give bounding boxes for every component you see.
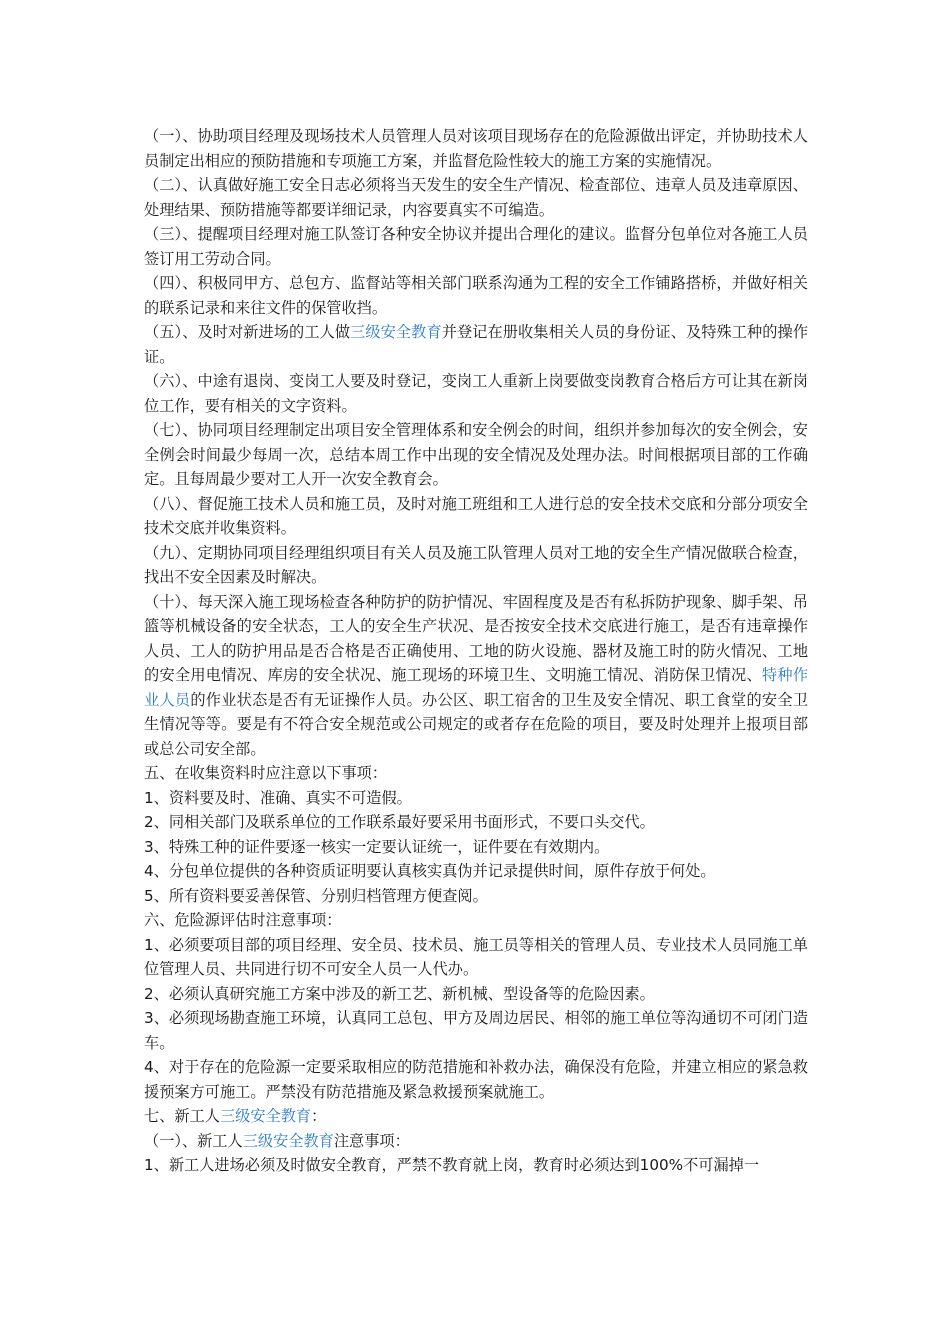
document-body xyxy=(144,124,808,1178)
paragraph xyxy=(144,786,808,811)
paragraph xyxy=(144,271,808,320)
paragraph xyxy=(144,541,808,590)
paragraph xyxy=(144,369,808,418)
paragraph xyxy=(144,908,808,933)
paragraph-text: ： xyxy=(311,1107,327,1125)
paragraph-text: 1、必须要项目部的项目经理、安全员、技术员、施工员等相关的管理人员、专业技术人员同施工单位管理人员、共同进行切不可安全人员一人代办。 xyxy=(144,935,808,978)
paragraph xyxy=(144,1153,808,1178)
paragraph xyxy=(144,1006,808,1055)
paragraph-text: 2、必须认真研究施工方案中涉及的新工艺、新机械、型设备等的危险因素。 xyxy=(144,984,655,1003)
paragraph-text: 七、新工人 xyxy=(144,1107,220,1125)
paragraph-text: （五）、及时对新进场的工人做 xyxy=(144,323,351,341)
paragraph-text: 并登记在册收集相关人员的身份证、及特殊工种的操作证。 xyxy=(144,323,809,366)
paragraph-text: 五、在收集资料时应注意以下事项： xyxy=(144,764,387,782)
paragraph xyxy=(144,418,808,492)
paragraph-text: （八）、督促施工技术人员和施工员，及时对施工班组和工人进行总的安全技术交底和分部分项安全技术交底并收集资料。 xyxy=(144,494,808,537)
paragraph-text: （二）、认真做好施工安全日志必须将当天发生的安全生产情况、检查部位、违章人员及违章原因、处理结果、预防措施等都要详细记录，内容要真实不可编造。 xyxy=(144,176,808,219)
paragraph-text: 1、资料要及时、准确、真实不可造假。 xyxy=(144,788,412,807)
paragraph xyxy=(144,835,808,860)
hyperlink[interactable]: 特种作业人员 xyxy=(144,666,809,709)
paragraph xyxy=(144,933,808,982)
paragraph-text: 3、必须现场勘查施工环境，认真同工总包、甲方及周边居民、相邻的施工单位等沟通切不可闭门造车。 xyxy=(144,1009,808,1052)
paragraph-text: 的作业状态是否有无证操作人员。办公区、职工宿舍的卫生及安全情况、职工食堂的安全卫生情况等等。要是有不符合安全规范或公司规定的或者存在危险的项目，要及时处理并上报项目部或总公司安全部。 xyxy=(144,690,808,758)
paragraph xyxy=(144,1055,808,1104)
paragraph-text: （三）、提醒项目经理对施工队签订各种安全协议并提出合理化的建议。监督分包单位对各施工人员签订用工劳动合同。 xyxy=(144,225,808,268)
paragraph xyxy=(144,810,808,835)
hyperlink[interactable]: 三级安全教育 xyxy=(242,1131,334,1150)
paragraph-text: （九）、定期协同项目经理组织项目有关人员及施工队管理人员对工地的安全生产情况做联合检查，找出不安全因素及时解决。 xyxy=(144,543,808,586)
paragraph-text: 4、对于存在的危险源一定要采取相应的防范措施和补救办法，确保没有危险，并建立相应的紧急救援预案方可施工。严禁没有防范措施及紧急救援预案就施工。 xyxy=(144,1058,808,1101)
paragraph-text: 注意事项： xyxy=(333,1131,410,1150)
paragraph xyxy=(144,982,808,1007)
paragraph xyxy=(144,1104,808,1129)
paragraph xyxy=(144,492,808,541)
paragraph-text: 六、危险源评估时注意事项： xyxy=(144,911,342,929)
paragraph-text: 2、同相关部门及联系单位的工作联系最好要采用书面形式，不要口头交代。 xyxy=(144,813,655,831)
paragraph xyxy=(144,859,808,884)
paragraph-text: （一）、新工人 xyxy=(144,1131,243,1150)
paragraph xyxy=(144,590,808,762)
hyperlink[interactable]: 三级安全教育 xyxy=(219,1107,312,1125)
paragraph-text: 1、新工人进场必须及时做安全教育，严禁不教育就上岗，教育时必须达到100%不可漏掉一 xyxy=(144,1156,760,1174)
hyperlink[interactable]: 三级安全教育 xyxy=(350,323,442,341)
paragraph xyxy=(144,173,808,222)
paragraph xyxy=(144,320,808,369)
paragraph xyxy=(144,1129,808,1154)
paragraph-text: 5、所有资料要妥善保管、分别归档管理方便查阅。 xyxy=(144,886,488,905)
paragraph-text: 3、特殊工种的证件要逐一核实一定要认证统一，证件要在有效期内。 xyxy=(144,837,610,856)
paragraph-text: （一）、协助项目经理及现场技术人员管理人员对该项目现场存在的危险源做出评定，并协助技术人员制定出相应的预防措施和专项施工方案，并监督危险性较大的施工方案的实施情况。 xyxy=(144,127,808,170)
paragraph-text: （六）、中途有退岗、变岗工人要及时登记，变岗工人重新上岗要做变岗教育合格后方可让其在新岗位工作，要有相关的文字资料。 xyxy=(144,372,808,415)
paragraph-text: 4、分包单位提供的各种资质证明要认真核实真伪并记录提供时间，原件存放于何处。 xyxy=(144,862,716,880)
paragraph-text: （四）、积极同甲方、总包方、监督站等相关部门联系沟通为工程的安全工作铺路搭桥，并做好相关的联系记录和来往文件的保管收挡。 xyxy=(144,274,808,317)
paragraph-text: （七）、协同项目经理制定出项目安全管理体系和安全例会的时间，组织并参加每次的安全例会，安全例会时间最少每周一次，总结本周工作中出现的安全情况及处理办法。时间根据项目部的工作确定。且每周最少要对工人开一次安全教育会。 xyxy=(144,421,808,488)
paragraph xyxy=(144,222,808,271)
paragraph xyxy=(144,124,808,173)
paragraph-text: （十）、每天深入施工现场检查各种防护的防护情况、牢固程度及是否有私拆防护现象、脚手架、吊篮等机械设备的安全状态，工人的安全生产状况、是否按安全技术交底进行施工，是否有违章操作人员、工人的防护用品是否合格是否正确使用、工地的防火设施、器材及施工时的防火情况、工地的安全用电情况、库房的安全状况、施工现场的环境卫生、文明施工情况、消防保卫情况、 xyxy=(144,592,808,684)
paragraph xyxy=(144,761,808,786)
paragraph xyxy=(144,884,808,909)
